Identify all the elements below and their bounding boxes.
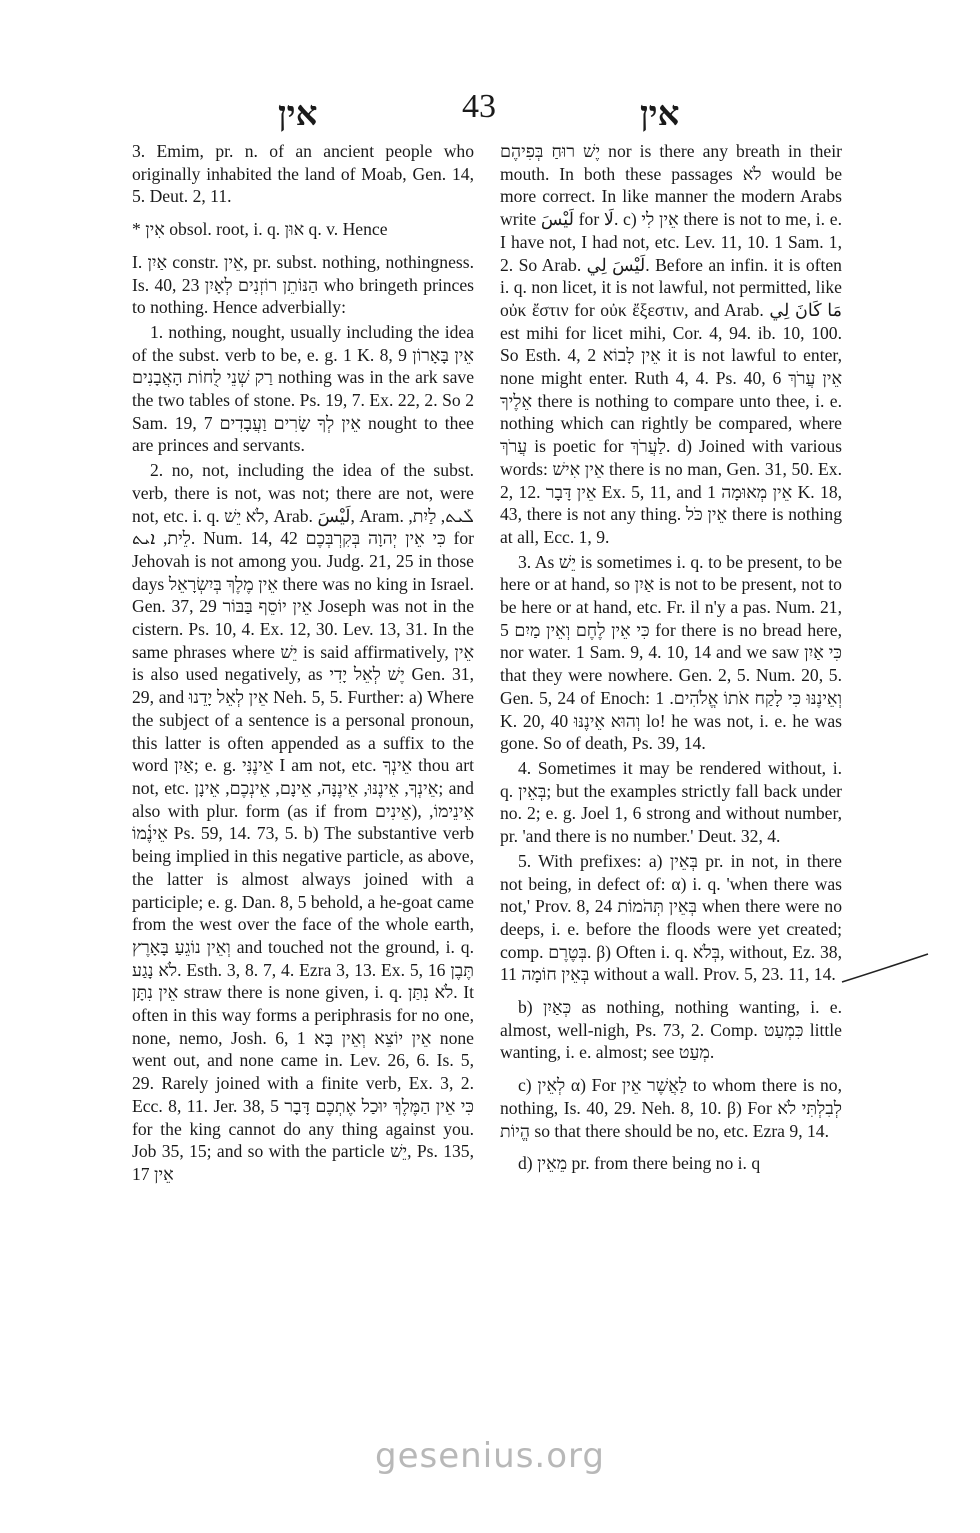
left-column (132, 140, 474, 1188)
entry-paragraph: 5. With prefixes: a) בְּאֵין pr. in not, in there not being, in defect of: α) i. q. 'when there was not,' Prov. 8, 24 בְּאֵין תְּהֹמוֹת when there were no deeps, i. e. before the floods were yet created; comp. בְּטֶרֶם. β) Often i. q. בְּלֹא, without, Ez. 38, 11 בְּאֵין חוֹמָה without a wall. Prov. 5, 23. 11, 14. (500, 850, 842, 985)
left-headword: אין (278, 94, 318, 134)
entry-paragraph: b) כְּאַיִן as nothing, nothing wanting, i. e. almost, well-nigh, Ps. 73, 2. Comp. כִּמְעַט little wanting, i. e. almost; see מְעַט. (500, 997, 842, 1063)
entry-paragraph: I. אַיִן constr. אֵין, pr. subst. nothing, nothingness. Is. 40, 23 הַנּוֹתֵן רוֹזְנִים לְאָיִן who bringeth princes to nothing. Hence adverbially: (132, 251, 475, 318)
right-headword: אין (640, 94, 680, 134)
entry-paragraph: d) מֵאֵין pr. from there being no i. q (518, 1153, 761, 1174)
entry-paragraph: c) לְאֵין α) For לַאֲשֶׁר אֵין to whom there is no, nothing, Is. 40, 29. Neh. 8, 10. β) For לְבִלְתִּי לֹא הֱיוֹת so that there should be no, etc. Ezra 9, 14. (500, 1075, 842, 1141)
entry-paragraph: * אִין obsol. root, i. q. אוּן q. v. Hence (132, 219, 388, 240)
entry-paragraph: 1. nothing, nought, usually including the idea of the subst. verb to be, e. g. 1 K. 8, 9 אֵין בָּאָרוֹן רַק שְׁנֵי לֻחוֹת הָאֲבָנִים nothing was in the ark save the two tables of stone. Ps. 19, 7. Ex. 22, 2. So 2 Sam. 19, 7 אֵין לְךָ שָׂרִים וַעֲבָדִים nought to thee are princes and servants. (132, 321, 475, 456)
entry-paragraph: 3. As יֵשׁ is sometimes i. q. to be present, to be here or at hand, so אַיִן is not to be present, not to be here or at hand, etc. Fr. il n'y a pas. Num. 21, 5 כִּי אֵין לֶחֶם וְאֵין מַיִם for there is no bread here, nor water. 1 Sam. 9, 4. 10, 14 and we saw כִּי אַיִן that they were nowhere. Gen. 2, 5. Num. 20, 5. Gen. 5, 24 of Enoch: וְאֵינֶנּוּ כִּי לָקַח אֹתוֹ אֱלֹהִים. 1 K. 20, 40 וְהוּא אֵינֶנּוּ lo! he was not, i. e. he was gone. So of death, Ps. 39, 14. (500, 551, 843, 754)
right-column (500, 140, 842, 1177)
pen-mark-icon (840, 952, 930, 986)
site-watermark: gesenius.org (375, 1436, 605, 1476)
page-header (0, 84, 980, 134)
entry-paragraph: 2. no, not, including the idea of the subst. verb, there is not, was not; there are not, were not, etc. i. q. לֹא יֵשׁ, Arab. لَيْسَ, Aram. ܠܰܝܬ, לַיִת, לֵית, ܐܝܬ. Num. 14, 42 כִּי אֵין יְהוָה בְּקִרְבְּכֶם for Jehovah is not among you. Judg. 21, 25 in those days אֵין מֶלֶךְ בְּיִשְׂרָאֵל there was no king in Israel. Gen. 37, 29 אֵין יוֹסֵף בַּבּוֹר Joseph was not in the cistern. Ps. 10, 4. Ex. 12, 30. Lev. 13, 31. In the same phrases where יֵשׁ is said affirmatively, אֵין is also used negatively, as יֶשׁ לְאֵל יָדִי Gen. 31, 29, and אֵין לְאֵל יָדֵנוּ Neh. 5, 5. Further: a) Where the subject of a sentence is a personal pronoun, this latter is often appended as a suffix to the word אַיִן; e. g. אֵינֶנִּי I am not, etc. אֵינְךָ thou art not, etc. אֵינְךָ, אֵינֶנּוּ, אֵינֶנָּה, אֵינָם, אֵינְכֶם, אֵינָן; and also with plur. form (as if from אֵינִים), אֵינֵימוֹ, אֵינֶ֫מוֹ Ps. 59, 14. 73, 5. b) The substantive verb being implied in this negative particle, as above, the latter is almost always joined with a participle; e. g. Dan. 8, 5 behold, a he-goat came from the west over the face of the whole earth, וְאֵין נוֹגֵעַ בָּאָרֶץ and touched not the ground, i. q. לֹא נָגַע. Esth. 3, 8. 7, 4. Ezra 3, 13. Ex. 5, 16 תֶּבֶן אֵין נִתָּן straw there is none given, i. q. לֹא נִתַּן. It often in this way forms a periphrasis for no one, none, nemo, Josh. 6, 1 אֵין יוֹצֵא וְאֵין בָּא none went out, and none came in. Lev. 26, 6. Is. 5, 29. Rarely joined with a finite verb, Ex. 3, 2. Ecc. 8, 11. Jer. 38, 5 כִּי אֵין הַמֶּלֶךְ יוּכַל אֶתְכֶם דָּבָר for the king cannot do any thing against you. Job 35, 15; and so with the particle יֵשׁ, Ps. 135, 17 אֵין (132, 460, 475, 1184)
page-number: 43 (462, 88, 496, 125)
entry-paragraph: 4. Sometimes it may be rendered without, i. q. בְּאֵין; but the examples strictly fall back under no. 2; e. g. Joel 1, 6 strong and without number, pr. 'and there is no number.' Deut. 32, 4. (500, 757, 843, 847)
entry-paragraph: 3. Emim, pr. n. of an ancient people who originally inhabited the land of Moab, Gen. 14, 5. Deut. 2, 11. (132, 141, 474, 207)
entry-paragraph: יֶשׁ רוּחַ בְּפִיהֶם nor is there any breath in their mouth. In both these passages לֹא would be more correct. In like manner the modern Arabs write لَيْسَ for لَا. c) אֵין לִי there is not to me, i. e. I have not, I had not, etc. Lev. 11, 10. 1 Sam. 1, 2. So Arab. لَيْسَ لِي. Before an infin. it is often i. q. non licet, it is not lawful, not permitted, like οὐκ ἔστιν for οὐκ ἔξεστιν, and Arab. مَا كَانَ لِي est mihi for licet mihi, Cor. 4, 94. ib. 10, 100. So Esth. 4, 2 אֵין לָבוֹא it is not lawful to enter, none might enter. Ruth 4, 4. Ps. 40, 6 אֵין עֲרֹךְ אֵלֶיךָ there is nothing to compare unto thee, i. e. nothing which can rightly be compared, where עֲרֹךְ is poetic for לַעֲרֹךְ. d) Joined with various words: אֵין אִישׁ there is no man, Gen. 31, 50. Ex. 2, 12. אֵין דָּבָר Ex. 5, 11, and אֵין מְאוּמָה 1 K. 18, 43, there is not any thing. אֵין כֹּל there is nothing at all, Ecc. 1, 9. (500, 141, 843, 547)
